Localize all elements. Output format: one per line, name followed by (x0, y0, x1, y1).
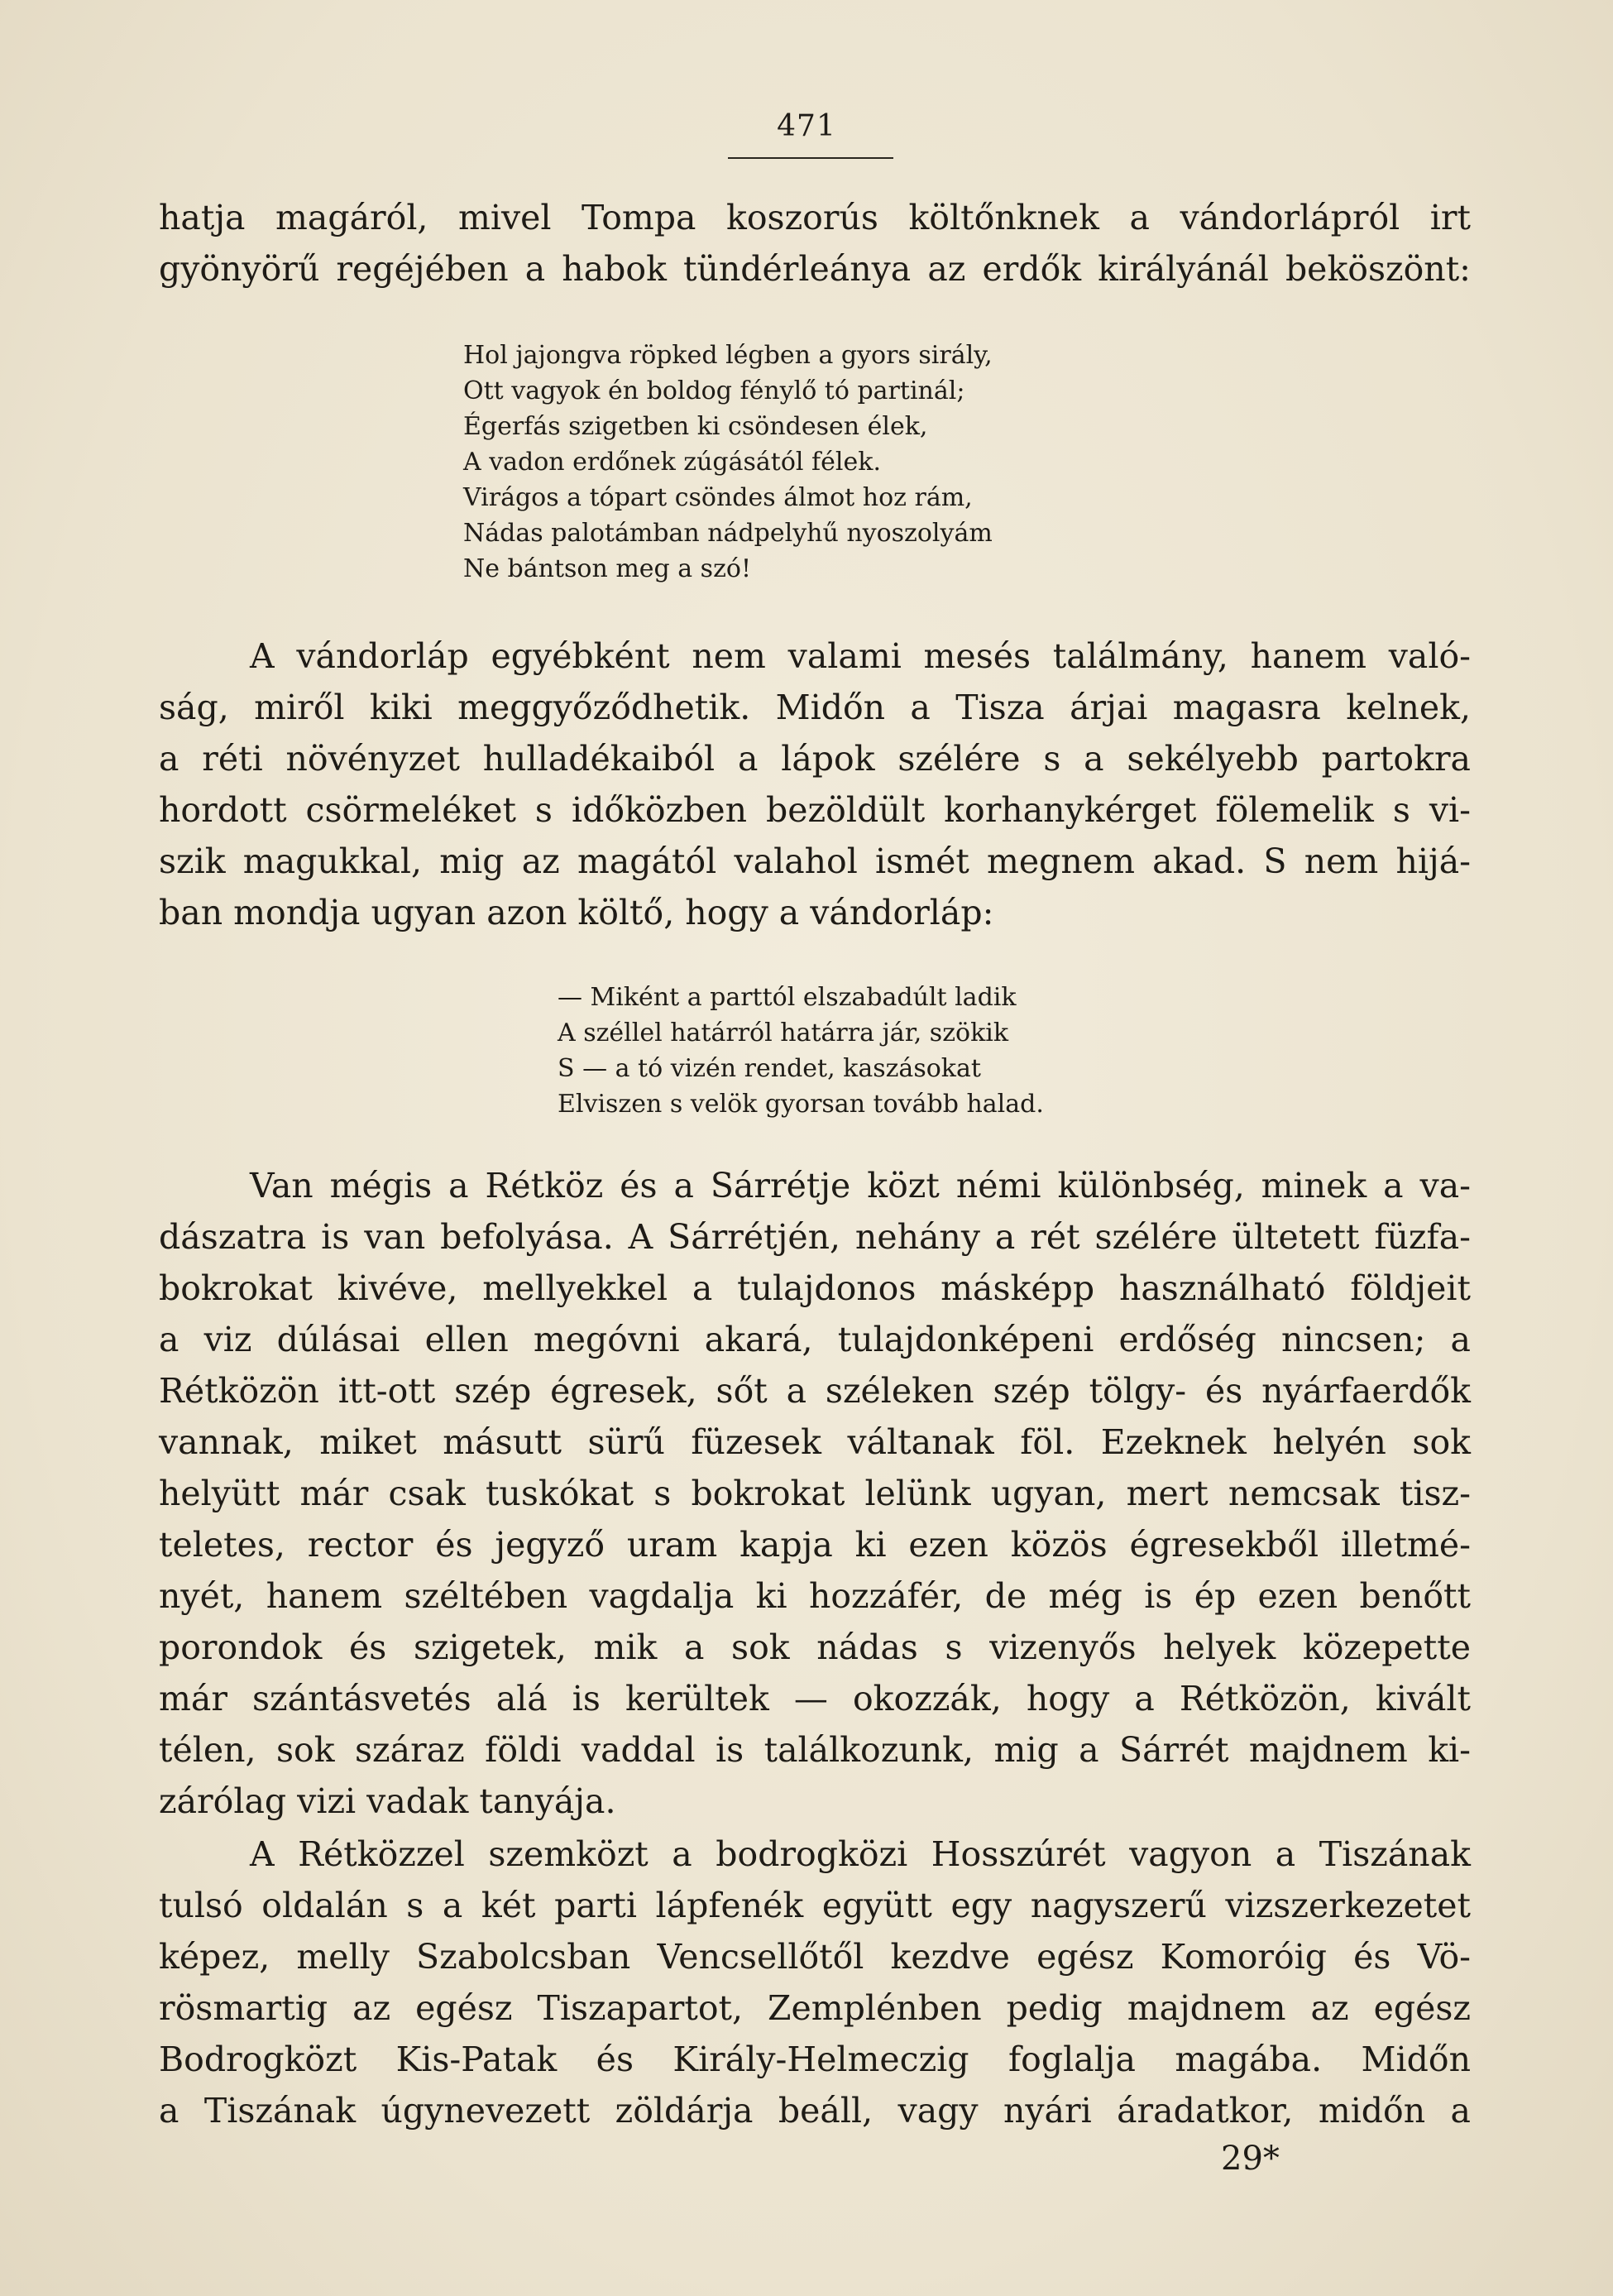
text-line: télen, sok száraz földi vaddal is találkozunk, mig a Sárrét majdnem ki- (159, 1730, 1471, 1770)
header-rule (728, 157, 893, 159)
verse-block-1 (463, 338, 993, 587)
signature-mark: 29* (1221, 2140, 1280, 2178)
paragraph-4 (159, 1829, 1471, 2136)
text-line: ban mondja ugyan azon költő, hogy a vándorláp: (159, 893, 994, 932)
text-line: A Rétközzel szemközt a bodrogközi Hosszúrét vagyon a Tiszának (250, 1834, 1471, 1874)
text-line: teletes, rector és jegyző uram kapja ki ezen közös égresekből illetmé- (159, 1525, 1471, 1565)
verse-line: Virágos a tópart csöndes álmot hoz rám, (463, 483, 973, 512)
verse-line: Hol jajongva röpked légben a gyors sirály, (463, 341, 993, 370)
verse-line: A széllel határról határra jár, szökik (558, 1019, 1009, 1047)
page-number: 471 (777, 109, 836, 143)
verse-block-2 (558, 980, 1044, 1122)
text-line: A vándorláp egyébként nem valami mesés találmány, hanem való- (250, 636, 1471, 676)
text-line: rösmartig az egész Tiszapartot, Zemplénben pedig majdnem az egész (159, 1988, 1471, 2028)
verse-line: Elviszen s velök gyorsan tovább halad. (558, 1090, 1044, 1119)
text-line: a réti növényzet hulladékaiból a lápok szélére s a sekélyebb partokra (159, 739, 1471, 779)
verse-line: Égerfás szigetben ki csöndesen élek, (463, 412, 928, 441)
text-line: zárólag vizi vadak tanyája. (159, 1781, 616, 1821)
text-line: helyütt már csak tuskókat s bokrokat lelünk ugyan, mert nemcsak tisz- (159, 1474, 1471, 1513)
text-line: Van mégis a Rétköz és a Sárrétje közt némi különbség, minek a va- (250, 1166, 1471, 1206)
text-line: már szántásvetés alá is kerültek — okozzák, hogy a Rétközön, kivált (159, 1679, 1471, 1718)
text-line: ság, miről kiki meggyőződhetik. Midőn a Tisza árjai magasra kelnek, (159, 688, 1471, 727)
paragraph-2 (159, 630, 1471, 938)
text-line: a viz dúlásai ellen megóvni akará, tulajdonképeni erdőség nincsen; a (159, 1320, 1471, 1359)
text-line: tulsó oldalán s a két parti lápfenék együtt egy nagyszerű vizszerkezetet (159, 1886, 1471, 1925)
verse-line: Ott vagyok én boldog fénylő tó partinál; (463, 376, 965, 405)
text-line: gyönyörű regéjében a habok tündérleánya az erdők királyánál beköszönt: (159, 249, 1471, 289)
verse-line: Ne bántson meg a szó! (463, 554, 752, 583)
text-line: nyét, hanem széltében vagdalja ki hozzáfér, de még is ép ezen benőtt (159, 1576, 1471, 1616)
text-line: a Tiszának úgynevezett zöldárja beáll, vagy nyári áradatkor, midőn a (159, 2091, 1471, 2131)
verse-line: A vadon erdőnek zúgásától félek. (463, 448, 881, 477)
text-line: bokrokat kivéve, mellyekkel a tulajdonos másképp használható földjeit (159, 1268, 1471, 1308)
text-line: dászatra is van befolyása. A Sárrétjén, nehány a rét szélére ültetett füzfa- (159, 1217, 1471, 1257)
text-line: szik magukkal, mig az magától valahol ismét megnem akad. S nem hijá- (159, 841, 1471, 881)
text-line: porondok és szigetek, mik a sok nádas s vizenyős helyek közepette (159, 1627, 1471, 1667)
text-line: képez, melly Szabolcsban Vencsellőtől kezdve egész Komoróig és Vö- (159, 1937, 1471, 1977)
paragraph-3 (159, 1160, 1471, 1827)
verse-line: — Miként a parttól elszabadúlt ladik (558, 983, 1017, 1012)
text-line: hatja magáról, mivel Tompa koszorús költőnknek a vándorlápról irt (159, 198, 1471, 237)
text-line: hordott csörmeléket s időközben bezöldült korhanykérget fölemelik s vi- (159, 790, 1471, 830)
text-line: vannak, miket másutt sürű füzesek váltanak föl. Ezeknek helyén sok (159, 1422, 1471, 1462)
paragraph-1 (159, 192, 1471, 295)
text-line: Bodrogközt Kis-Patak és Király-Helmeczig foglalja magába. Midőn (159, 2040, 1471, 2079)
text-line: Rétközön itt-ott szép égresek, sőt a széleken szép tölgy- és nyárfaerdők (159, 1371, 1471, 1411)
verse-line: Nádas palotámban nádpelyhű nyoszolyám (463, 519, 993, 548)
verse-line: S — a tó vizén rendet, kaszásokat (558, 1054, 981, 1083)
